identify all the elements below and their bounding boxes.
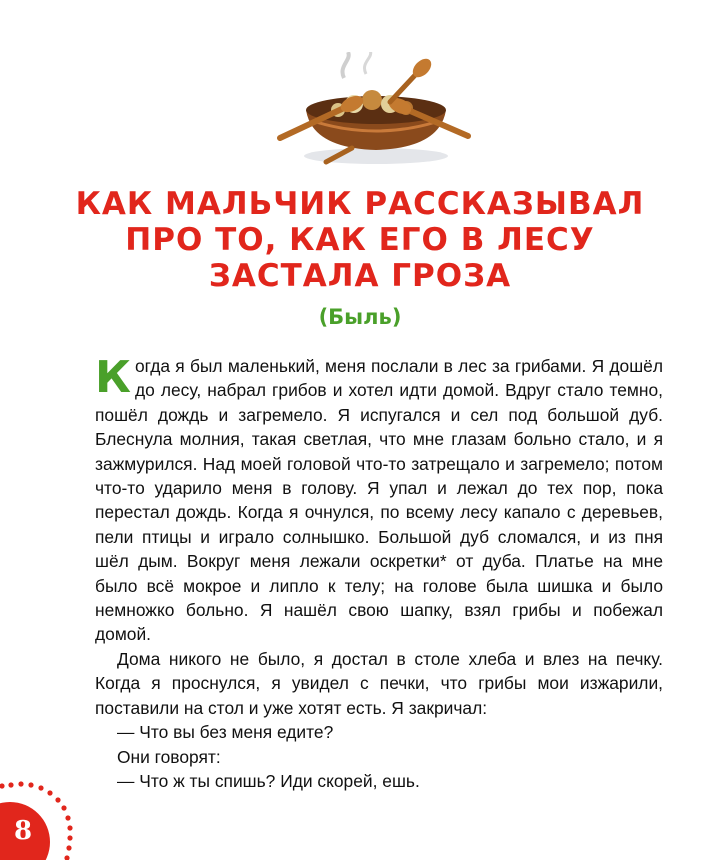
pot-with-spoons-icon bbox=[268, 52, 480, 168]
dialogue-line: — Что вы без меня едите? bbox=[117, 722, 334, 743]
paragraph: Они говорят: bbox=[117, 746, 221, 767]
story-subtitle: (Быль) bbox=[318, 305, 402, 329]
page-number: 8 bbox=[14, 816, 33, 846]
story-title bbox=[60, 186, 660, 294]
paragraph-text: огда я был маленький, меня послали в лес за грибами. Я дошёл до лесу, набрал грибов и хотел идти домой. Вдруг стало темно, пошёл дождь и загремело. Я испугался и сел под большой дуб. Блеснула молния, такая светлая, что мне глазам больно стало, и я зажмурился. Над моей головой что-то затрещало и загремело; потом что-то ударило меня в голову. Я упал и лежал до тех пор, пока перестал дождь. Когда я очнулся, по всему лесу капало с деревьев, пели птицы и играло солнышко. Большой дуб сломался, и из пня шёл дым. Вокруг меня лежали оскретки* от дуба. Платье на мне было всё мокрое и липло к телу; на голове была шишка и было немножко больно. Я нашёл свою шапку, взял грибы и побежал домой. bbox=[95, 356, 663, 645]
dialogue-line: — Что ж ты спишь? Иди скорей, ешь. bbox=[117, 770, 420, 791]
paragraph: Дома никого не было, я достал в столе хлеба и влез на печку. Когда я проснулся, я увидел с печки, что грибы мои изжарили, поставили на стол и уже хотят есть. Я закричал: bbox=[95, 648, 663, 718]
page-badge bbox=[0, 772, 80, 860]
paragraph bbox=[95, 354, 663, 647]
title-line-1: КАК МАЛЬЧИК РАССКАЗЫВАЛ bbox=[75, 186, 645, 222]
drop-cap: К bbox=[95, 352, 131, 403]
title-line-3: ЗАСТАЛА ГРОЗА bbox=[208, 258, 512, 294]
story-text bbox=[95, 354, 663, 793]
title-line-2: ПРО ТО, КАК ЕГО В ЛЕСУ bbox=[125, 222, 595, 258]
